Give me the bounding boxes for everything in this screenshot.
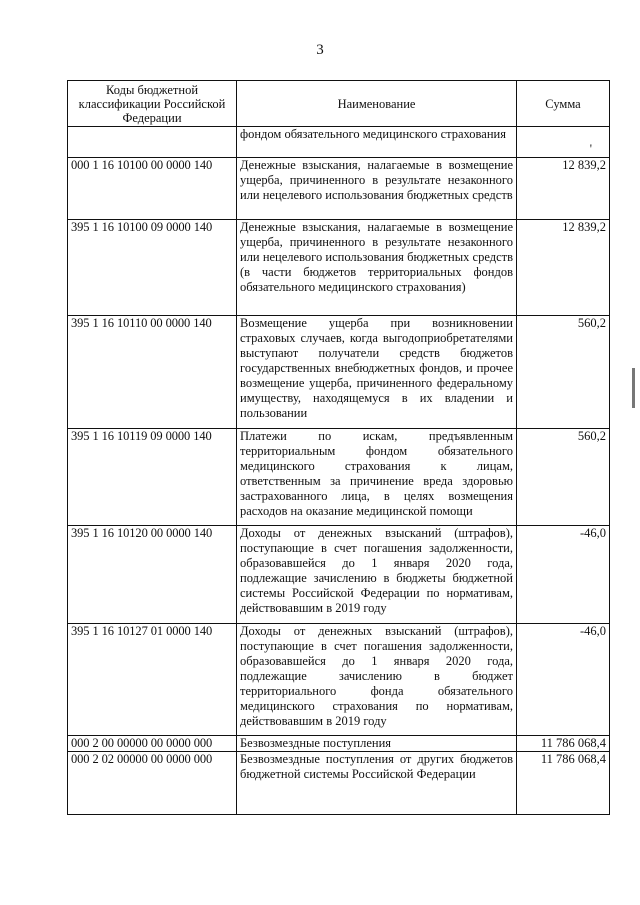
- table-row: [68, 526, 610, 624]
- table-row: [68, 316, 610, 429]
- row-name: Платежи по искам, предъявленным территориальным фондом обязательного медицинского страхования к лицам, ответственным за причинение вреда здоровью застрахованного лица, в целях возмещения расходов на оказание медицинской помощи: [237, 429, 517, 526]
- table-row: [68, 736, 610, 752]
- table-header-row: [68, 81, 610, 127]
- row-sum: 12 839,2: [517, 220, 610, 316]
- table-row: [68, 429, 610, 526]
- row-sum: 560,2: [517, 316, 610, 429]
- row-code: 000 2 00 00000 00 0000 000: [68, 736, 237, 752]
- row-sum: 11 786 068,4: [517, 752, 610, 815]
- row-code: [68, 127, 237, 158]
- table-row: [68, 158, 610, 220]
- row-code: 395 1 16 10110 00 0000 140: [68, 316, 237, 429]
- row-sum: 12 839,2: [517, 158, 610, 220]
- row-sum: 11 786 068,4: [517, 736, 610, 752]
- row-name: Безвозмездные поступления: [237, 736, 517, 752]
- header-name: Наименование: [237, 81, 517, 127]
- row-code: 395 1 16 10119 09 0000 140: [68, 429, 237, 526]
- header-code: Коды бюджетной классификации Российской Федерации: [68, 81, 237, 127]
- row-sum-mark: ': [589, 142, 592, 156]
- row-name: Доходы от денежных взысканий (штрафов), поступающие в счет погашения задолженности, образовавшейся до 1 января 2020 года, подлежащие зачислению в бюджеты бюджетной системы Российской Федерации по нормативам, действовавшим в 2019 году: [237, 526, 517, 624]
- row-name: Доходы от денежных взысканий (штрафов), поступающие в счет погашения задолженности, образовавшейся до 1 января 2020 года, подлежащие зачислению в бюджет территориального фонда обязательного медицинского страхования по нормативам, действовавшим в 2019 году: [237, 624, 517, 736]
- header-sum: Сумма: [517, 81, 610, 127]
- table-row: [68, 624, 610, 736]
- budget-table: [67, 80, 610, 815]
- row-sum: -46,0: [517, 526, 610, 624]
- table-row: [68, 127, 610, 158]
- row-name: Безвозмездные поступления от других бюджетов бюджетной системы Российской Федерации: [237, 752, 517, 815]
- row-name: фондом обязательного медицинского страхования: [237, 127, 517, 158]
- row-name: Денежные взыскания, налагаемые в возмещение ущерба, причиненного в результате незаконного или нецелевого использования бюджетных средств: [237, 158, 517, 220]
- row-name: Денежные взыскания, налагаемые в возмещение ущерба, причиненного в результате незаконного или нецелевого использования бюджетных средств (в части бюджетов территориальных фондов обязательного медицинского страхования): [237, 220, 517, 316]
- row-code: 000 1 16 10100 00 0000 140: [68, 158, 237, 220]
- table-row: [68, 752, 610, 815]
- row-sum: [517, 127, 610, 158]
- row-code: 000 2 02 00000 00 0000 000: [68, 752, 237, 815]
- scan-edge-mark: [632, 368, 635, 408]
- row-sum: -46,0: [517, 624, 610, 736]
- row-code: 395 1 16 10120 00 0000 140: [68, 526, 237, 624]
- page-number: 3: [316, 42, 324, 58]
- table-row: [68, 220, 610, 316]
- row-code: 395 1 16 10100 09 0000 140: [68, 220, 237, 316]
- row-sum: 560,2: [517, 429, 610, 526]
- row-name: Возмещение ущерба при возникновении страховых случаев, когда выгодоприобретателями выступают получатели средств бюджетов государственных внебюджетных фондов, и прочее возмещение ущерба, причиненного федеральному имуществу, находящемуся в их владении и пользовании: [237, 316, 517, 429]
- row-code: 395 1 16 10127 01 0000 140: [68, 624, 237, 736]
